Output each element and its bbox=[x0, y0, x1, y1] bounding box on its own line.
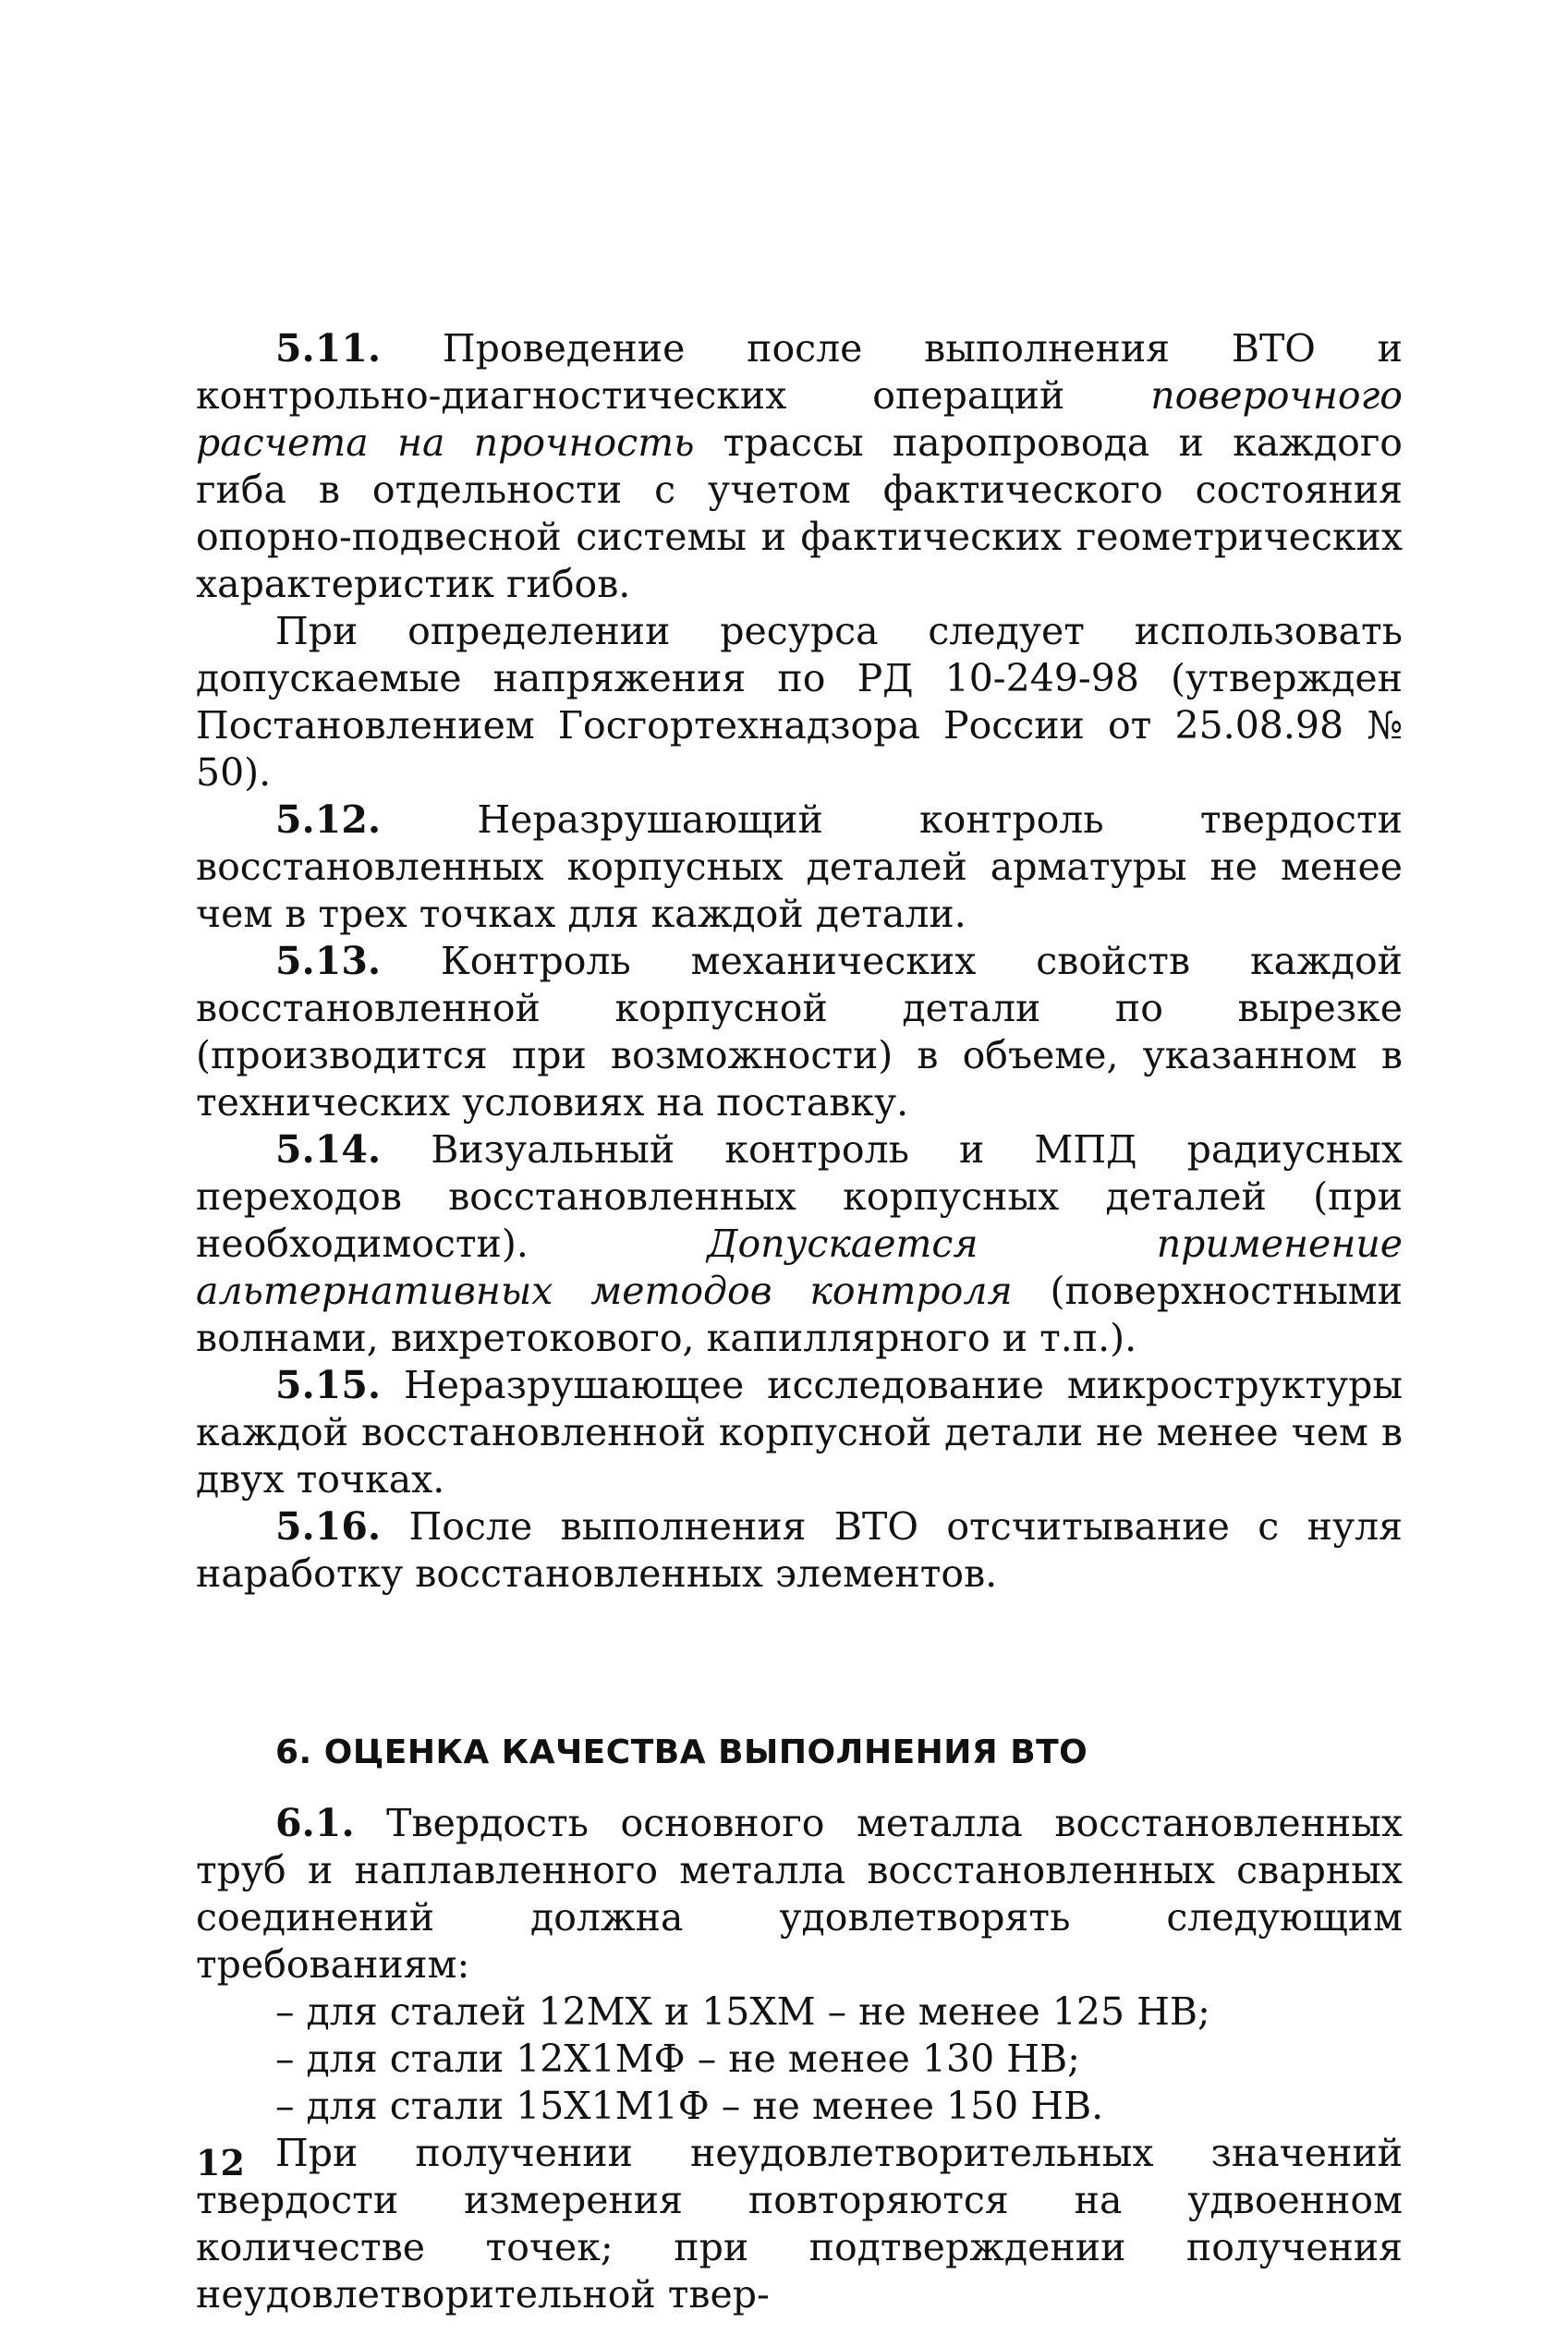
paragraph-emphasis: поверочного расчета на прочность bbox=[196, 373, 1403, 465]
list-item: – для стали 15Х1М1Ф – не менее 150 НВ. bbox=[275, 2084, 1104, 2128]
paragraph-text: Проведение после выполнения ВТО и контрольно-диагностических операций bbox=[196, 326, 1403, 418]
clause-number: 5.16. bbox=[275, 1504, 382, 1549]
clause-number: 5.11. bbox=[275, 326, 382, 371]
paragraph-5-16 bbox=[196, 1503, 1403, 1598]
paragraph-text: Твердость основного металла восстановленных труб и наплавленного металла восстановленных сварных соединений должна удовлетворять следующим требованиям: bbox=[196, 1801, 1403, 1987]
paragraph-text: трассы паропровода и каждого гиба в отдельности с учетом фактического состояния опорно-подвесной системы и фактических геометрических характеристик гибов. bbox=[196, 420, 1403, 606]
paragraph-5-13 bbox=[196, 938, 1403, 1126]
paragraph-text: (поверхностными волнами, вихретокового, капиллярного и т.п.). bbox=[196, 1269, 1404, 1360]
paragraph-5-14 bbox=[196, 1126, 1403, 1362]
hardness-requirements-list bbox=[196, 1988, 1403, 2130]
clause-number: 5.13. bbox=[275, 939, 382, 983]
section-heading: 6. ОЦЕНКА КАЧЕСТВА ВЫПОЛНЕНИЯ ВТО bbox=[275, 1733, 1088, 1771]
paragraph-5-11 bbox=[196, 325, 1403, 608]
paragraph-retest bbox=[196, 2130, 1403, 2318]
list-item: – для сталей 12МХ и 15ХМ – не менее 125 НВ; bbox=[275, 1989, 1210, 2034]
paragraph-resource bbox=[196, 608, 1403, 797]
paragraph-text: Контроль механических свойств каждой восстановленной корпусной детали по вырезке (производится при возможности) в объеме, указанном в технических условиях на поставку. bbox=[196, 939, 1403, 1125]
clause-number: 6.1. bbox=[275, 1801, 355, 1845]
clause-number: 5.15. bbox=[275, 1363, 382, 1407]
paragraph-6-1 bbox=[196, 1800, 1403, 1988]
clause-number: 5.12. bbox=[275, 797, 382, 842]
page-body bbox=[196, 325, 1403, 2318]
clause-number: 5.14. bbox=[275, 1127, 382, 1172]
paragraph-5-15 bbox=[196, 1362, 1403, 1503]
paragraph-text: Неразрушающий контроль твердости восстановленных корпусных деталей арматуры не менее чем в трех точках для каждой детали. bbox=[196, 797, 1403, 936]
paragraph-text: При получении неудовлетворительных значений твердости измерения повторяются на удвоенном количестве точек; при подтверждении получения неудовлетворительной твер- bbox=[196, 2131, 1403, 2317]
paragraph-text: Неразрушающее исследование микроструктуры каждой восстановленной корпусной детали не менее чем в двух точках. bbox=[196, 1363, 1403, 1502]
list-item: – для стали 12Х1МФ – не менее 130 НВ; bbox=[275, 2037, 1080, 2081]
page-number: 12 bbox=[196, 2142, 245, 2183]
paragraph-emphasis: Допускается применение альтернативных методов контроля bbox=[196, 1222, 1403, 1313]
paragraph-text: Визуальный контроль и МПД радиусных переходов восстановленных корпусных деталей (при необходимости). bbox=[196, 1127, 1403, 1266]
paragraph-5-12 bbox=[196, 797, 1403, 938]
paragraph-text: При определении ресурса следует использовать допускаемые напряжения по РД 10-249-98 (утвержден Постановлением Госгортехнадзора России от 25.08.98 № 50). bbox=[196, 609, 1403, 795]
paragraph-text: После выполнения ВТО отсчитывание с нуля наработку восстановленных элементов. bbox=[196, 1504, 1403, 1596]
